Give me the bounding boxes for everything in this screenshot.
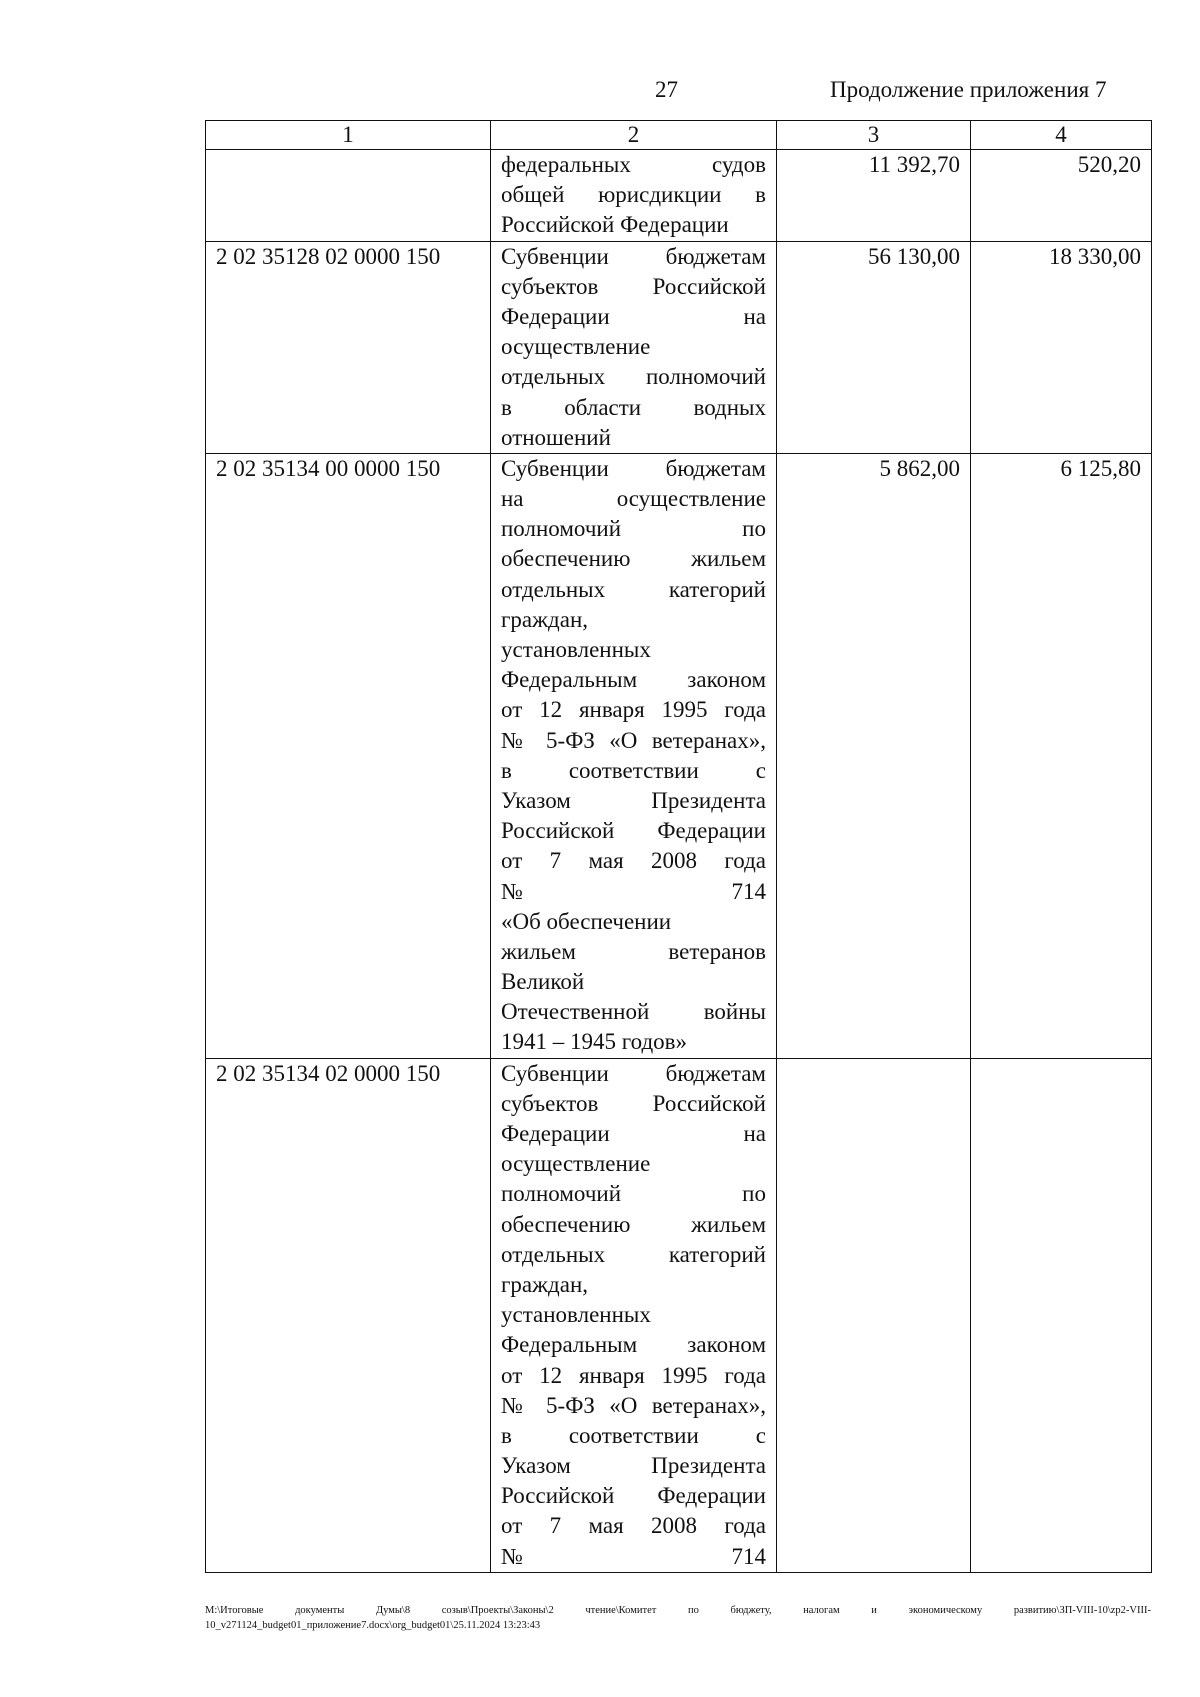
description-line: осуществление	[501, 334, 651, 360]
description-cell	[491, 150, 777, 242]
description-line: граждан,	[501, 1271, 589, 1297]
description-line: обеспечению жильем	[501, 546, 766, 572]
budget-code-cell: 2 02 35128 02 0000 150	[206, 241, 491, 453]
amount-col4-cell: 520,20	[971, 150, 1152, 242]
description-line: Федерации на	[501, 303, 766, 329]
description-line: Российской Федерации	[501, 1483, 766, 1509]
description-cell	[491, 1058, 777, 1572]
description-line: № 5-ФЗ «О ветеранах»,	[501, 1392, 766, 1418]
column-header-2: 2	[491, 121, 777, 150]
description-line: от 12 января 1995 года	[501, 1362, 766, 1388]
description-line: общей юрисдикции в	[501, 182, 766, 208]
file-path-line-1: M:\Итоговые документы Думы\8 созыв\Проекты\Законы\2 чтение\Комитет по бюджету, налогам и экономическому развитию\ЗП-VIII-10\zp2-VIII-	[205, 1605, 1151, 1616]
description-line: в области водных	[501, 394, 766, 420]
description-line: в соответствии с	[501, 757, 766, 783]
description-line: Отечественной войны	[501, 999, 766, 1025]
column-header-1: 1	[206, 121, 491, 150]
file-path-footer	[205, 1603, 1151, 1633]
column-header-3: 3	[777, 121, 971, 150]
description-line: обеспечению жильем	[501, 1211, 766, 1237]
amount-col3-cell: 56 130,00	[777, 241, 971, 453]
description-line: Федерации на	[501, 1121, 766, 1146]
description-line: в соответствии с	[501, 1422, 766, 1448]
description-line: № 714	[501, 878, 766, 904]
amount-col3-cell: 11 392,70	[777, 150, 971, 242]
description-line: отдельных категорий	[501, 1241, 766, 1267]
description-line: Субвенции бюджетам	[501, 243, 766, 269]
description-line: Указом Президента	[501, 787, 766, 813]
table-row	[206, 241, 1152, 453]
description-line: от 7 мая 2008 года	[501, 1513, 766, 1539]
description-line: № 714	[501, 1543, 766, 1569]
amount-col3-cell: 5 862,00	[777, 453, 971, 1058]
description-line: Российской Федерации	[501, 818, 766, 844]
description-line: установленных	[501, 1302, 651, 1328]
description-line: субъектов Российской	[501, 1090, 766, 1116]
description-line: Федеральным законом	[501, 1332, 766, 1358]
description-line: на осуществление	[501, 486, 766, 512]
description-line: Субвенции бюджетам	[501, 455, 766, 481]
description-line: от 7 мая 2008 года	[501, 848, 766, 874]
amount-col4-cell	[971, 1058, 1152, 1572]
column-header-4: 4	[971, 121, 1152, 150]
amount-col4-cell: 6 125,80	[971, 453, 1152, 1058]
amount-col4-cell: 18 330,00	[971, 241, 1152, 453]
table-header-row	[206, 121, 1152, 150]
description-line: «Об обеспечении	[501, 908, 672, 934]
description-line: федеральных судов	[501, 152, 766, 177]
description-line: субъектов Российской	[501, 273, 766, 299]
page-number: 27	[655, 77, 678, 102]
description-line: Российской Федерации	[501, 212, 729, 238]
file-path-line-2: 10_v271124_budget01_приложение7.docx\org_budget01\25.11.2024 13:23:43	[205, 1620, 541, 1631]
description-cell	[491, 453, 777, 1058]
description-line: Субвенции бюджетам	[501, 1060, 766, 1086]
table-row	[206, 1058, 1152, 1572]
budget-code-cell: 2 02 35134 02 0000 150	[206, 1058, 491, 1572]
appendix-continuation-note: Продолжение приложения 7	[830, 77, 1107, 102]
description-line: Великой	[501, 969, 585, 995]
description-line: осуществление	[501, 1151, 651, 1177]
description-line: 1941 – 1945 годов»	[501, 1029, 688, 1055]
budget-code-cell: 2 02 35134 00 0000 150	[206, 453, 491, 1058]
description-line: установленных	[501, 637, 651, 662]
amount-col3-cell	[777, 1058, 971, 1572]
description-line: Указом Президента	[501, 1453, 766, 1479]
description-line: полномочий по	[501, 1181, 766, 1207]
description-line: Федеральным законом	[501, 667, 766, 693]
description-line: жильем ветеранов	[501, 938, 766, 964]
description-line: отношений	[501, 424, 611, 450]
description-line: № 5-ФЗ «О ветеранах»,	[501, 727, 766, 753]
description-line: полномочий по	[501, 516, 766, 542]
description-line: от 12 января 1995 года	[501, 697, 766, 723]
description-cell	[491, 241, 777, 453]
budget-table	[205, 120, 1152, 1573]
table-body	[206, 150, 1152, 1573]
description-line: отдельных категорий	[501, 576, 766, 602]
table-row	[206, 453, 1152, 1058]
table-row	[206, 150, 1152, 242]
description-line: отдельных полномочий	[501, 364, 766, 390]
budget-code-cell	[206, 150, 491, 242]
description-line: граждан,	[501, 606, 589, 632]
